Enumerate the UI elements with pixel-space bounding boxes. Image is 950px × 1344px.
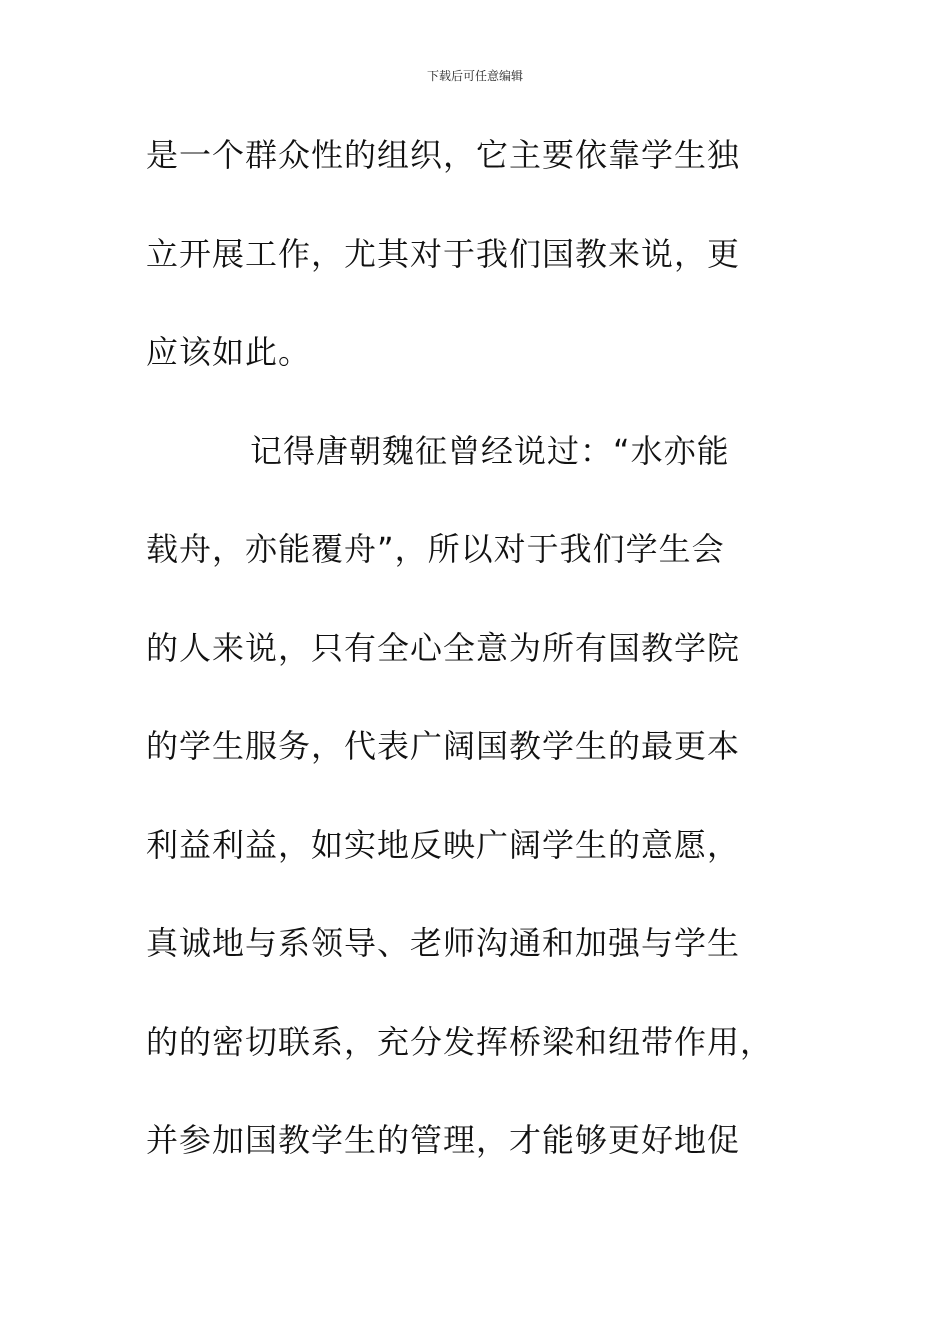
text-line: 是一个群众性的组织，它主要依靠学生独 [146, 136, 741, 174]
text-line: 的人来说，只有全心全意为所有国教学院 [146, 628, 741, 667]
text-line: 的学生服务，代表广阔国教学生的最更本 [146, 727, 741, 765]
header-note: 下载后可任意编辑 [426, 69, 523, 83]
text-line: 并参加国教学生的管理，才能够更好地促 [146, 1121, 741, 1159]
document-body [146, 106, 806, 1190]
text-line: 载舟，亦能覆舟”，所以对于我们学生会 [146, 530, 725, 568]
text-line: 的的密切联系，充分发挥桥梁和纽带作用， [146, 1022, 774, 1061]
text-line: 利益利益，如实地反映广阔学生的意愿， [146, 825, 741, 864]
text-line: 应该如此。 [146, 333, 312, 371]
text-line: 立开展工作，尤其对于我们国教来说，更 [146, 234, 741, 273]
text-line: 真诚地与系领导、老师沟通和加强与学生 [146, 924, 741, 962]
text-line-paragraph-start: 记得唐朝魏征曾经说过：“水亦能 [250, 431, 730, 470]
